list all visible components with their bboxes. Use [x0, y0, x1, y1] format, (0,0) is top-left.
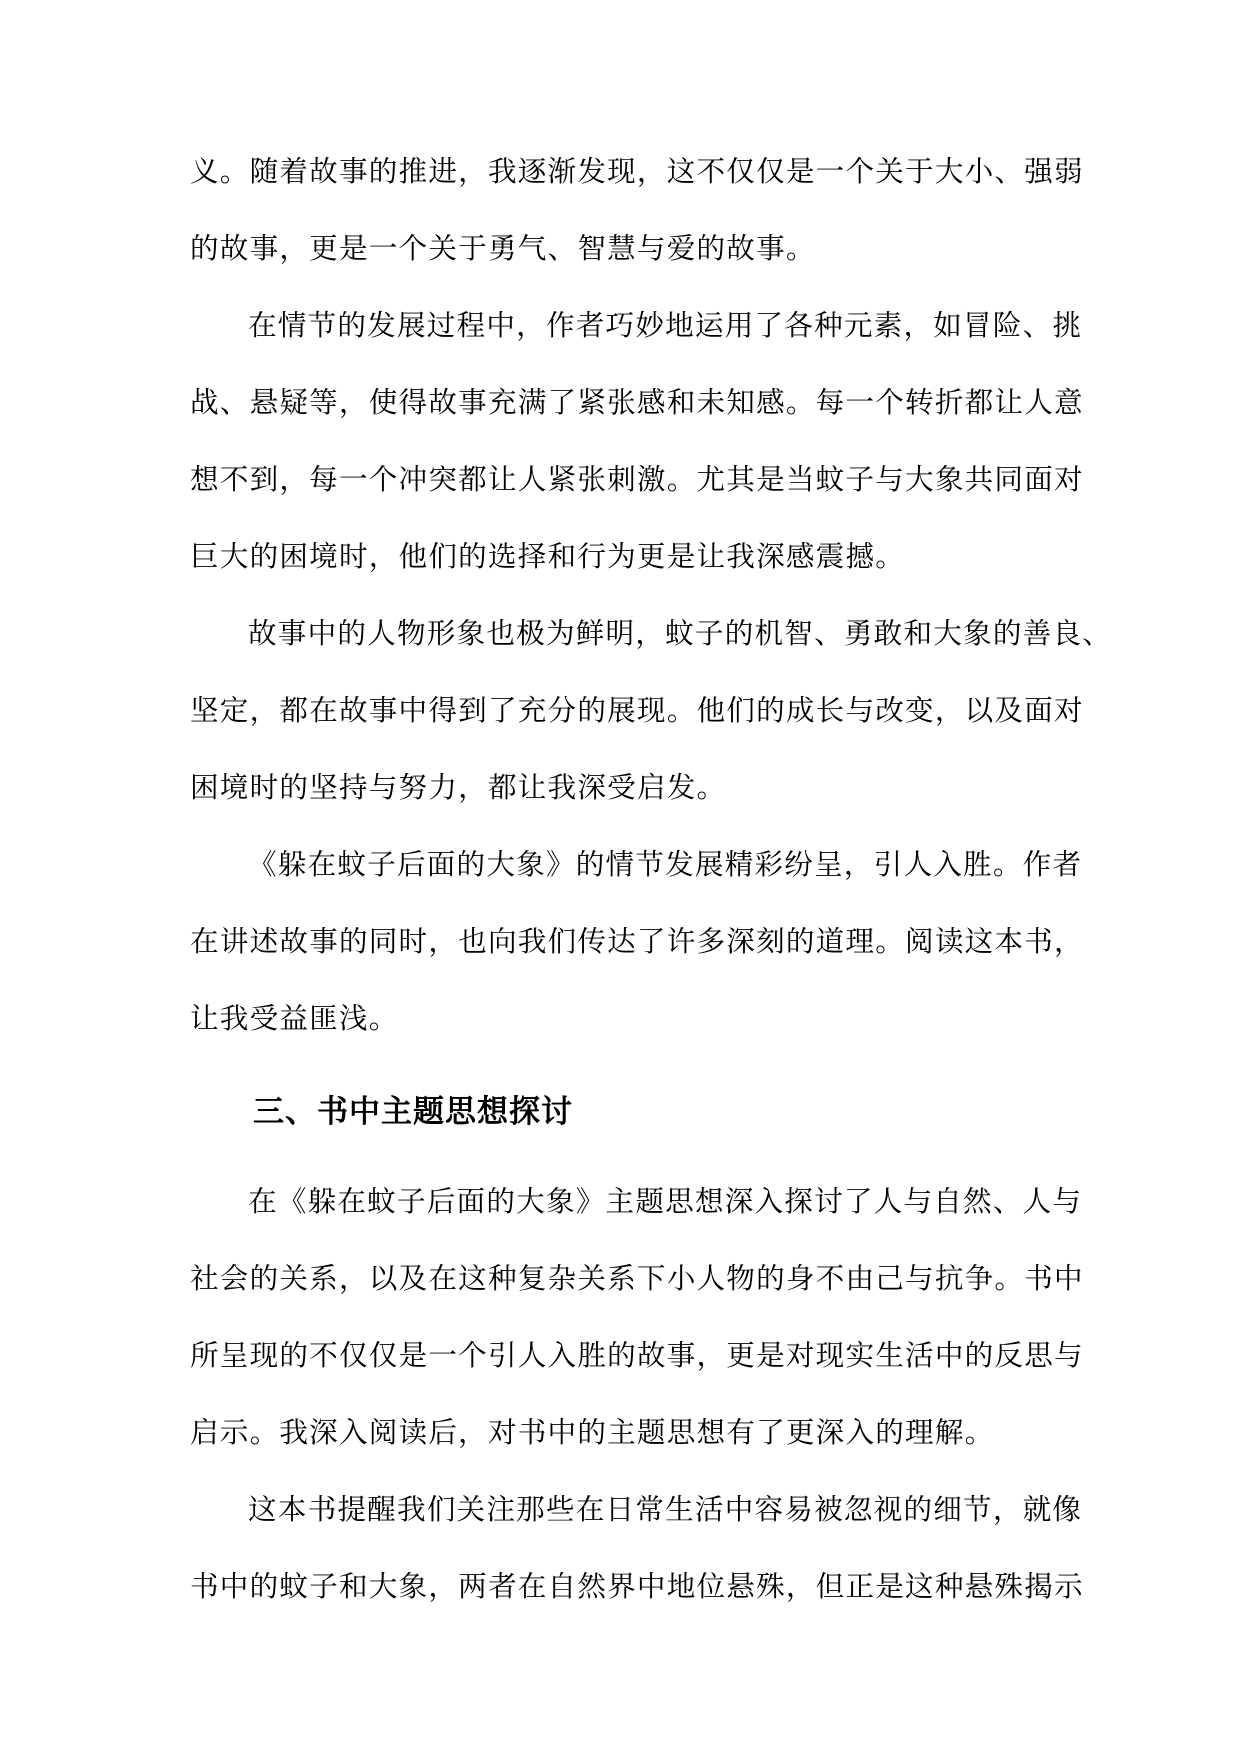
paragraph-line: 《躲在蚊子后面的大象》的情节发展精彩纷呈，引人入胜。作者 [248, 847, 1083, 881]
paragraph-line: 让我受益匪浅。 [190, 1001, 399, 1035]
paragraph-line: 社会的关系，以及在这种复杂关系下小人物的身不由己与抗争。书中 [190, 1261, 1084, 1295]
paragraph-line: 巨大的困境时，他们的选择和行为更是让我深感震撼。 [190, 539, 906, 573]
paragraph-line: 困境时的坚持与努力，都让我深受启发。 [190, 770, 727, 804]
paragraph-line: 在讲述故事的同时，也向我们传达了许多深刻的道理。阅读这本书， [190, 924, 1084, 958]
body-text-bottom [190, 1163, 1084, 1625]
paragraph-line: 想不到，每一个冲突都让人紧张刺激。尤其是当蚊子与大象共同面对 [190, 462, 1084, 496]
paragraph-line: 坚定，都在故事中得到了充分的展现。他们的成长与改变，以及面对 [190, 693, 1084, 727]
paragraph-line: 义。随着故事的推进，我逐渐发现，这不仅仅是一个关于大小、强弱 [190, 154, 1084, 188]
paragraph-line: 的故事，更是一个关于勇气、智慧与爱的故事。 [190, 231, 816, 265]
paragraph-line: 所呈现的不仅仅是一个引人入胜的故事，更是对现实生活中的反思与 [190, 1338, 1084, 1372]
paragraph-line: 启示。我深入阅读后，对书中的主题思想有了更深入的理解。 [190, 1415, 995, 1449]
paragraph-line: 在情节的发展过程中，作者巧妙地运用了各种元素，如冒险、挑 [248, 308, 1083, 342]
paragraph-line: 这本书提醒我们关注那些在日常生活中容易被忽视的细节，就像 [248, 1492, 1083, 1526]
section-heading: 三、书中主题思想探讨 [253, 1094, 573, 1130]
paragraph-line: 战、悬疑等，使得故事充满了紧张感和未知感。每一个转折都让人意 [190, 385, 1084, 419]
paragraph-line: 故事中的人物形象也极为鲜明，蚊子的机智、勇敢和大象的善良、 [248, 616, 1113, 650]
paragraph-line: 书中的蚊子和大象，两者在自然界中地位悬殊，但正是这种悬殊揭示 [190, 1569, 1084, 1603]
body-text-top [190, 133, 1113, 1057]
paragraph-line: 在《躲在蚊子后面的大象》主题思想深入探讨了人与自然、人与 [248, 1184, 1083, 1218]
